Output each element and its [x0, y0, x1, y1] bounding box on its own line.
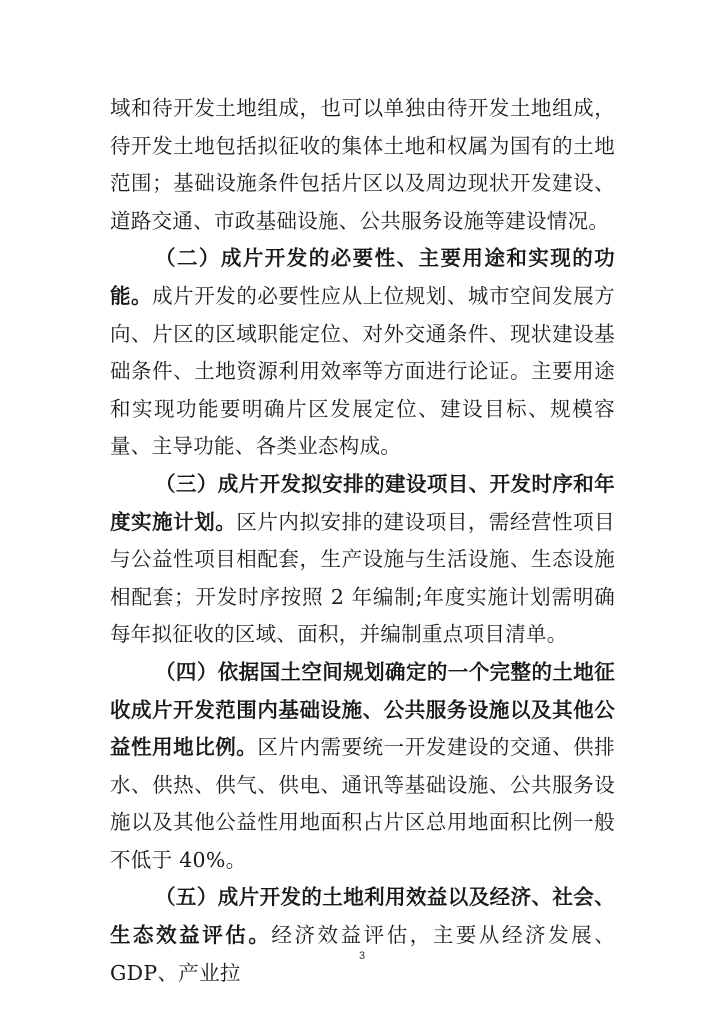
paragraph-3 — [110, 466, 615, 654]
paragraph-5-body: 经济效益评估，主要从经济发展、GDP、产业拉 — [110, 923, 615, 985]
paragraph-4-heading: （四）依据国土空间规划确定的一个完整的土地征收成片开发范围内基础设施、公共服务设施以及其他公益性用地比例。 — [110, 659, 615, 760]
paragraph-1 — [110, 90, 615, 240]
paragraph-5 — [110, 879, 615, 992]
body-text — [110, 90, 615, 992]
paragraph-2-body: 成片开发的必要性应从上位规划、城市空间发展方向、片区的区域职能定位、对外交通条件、现状建设基础条件、土地资源利用效率等方面进行论证。主要用途和实现功能要明确片区发展定位、建设目标、规模容量、主导功能、各类业态构成。 — [110, 283, 615, 459]
paragraph-4-body: 区片内需要统一开发建设的交通、供排水、供热、供气、供电、通讯等基础设施、公共服务设施以及其他公益性用地面积占片区总用地面积比例一般不低于 40%。 — [110, 735, 615, 872]
paragraph-5-heading: （五）成片开发的土地利用效益以及经济、社会、生态效益评估。 — [110, 885, 615, 948]
paragraph-4 — [110, 654, 615, 880]
page-number: 3 — [358, 950, 366, 962]
paragraph-3-heading: （三）成片开发拟安排的建设项目、开发时序和年度实施计划。 — [110, 471, 615, 534]
paragraph-3-body: 区片内拟安排的建设项目，需经营性项目与公益性项目相配套，生产设施与生活设施、生态设施相配套；开发时序按照 2 年编制;年度实施计划需明确每年拟征收的区域、面积，并编制重点项目清单。 — [110, 509, 615, 647]
paragraph-1-body: 域和待开发土地组成，也可以单独由待开发土地组成，待开发土地包括拟征收的集体土地和权属为国有的土地范围；基础设施条件包括片区以及周边现状开发建设、道路交通、市政基础设施、公共服务设施等建设情况。 — [110, 96, 615, 233]
paragraph-2 — [110, 240, 615, 466]
paragraph-2-heading: （二）成片开发的必要性、主要用途和实现的功能。 — [110, 246, 615, 308]
